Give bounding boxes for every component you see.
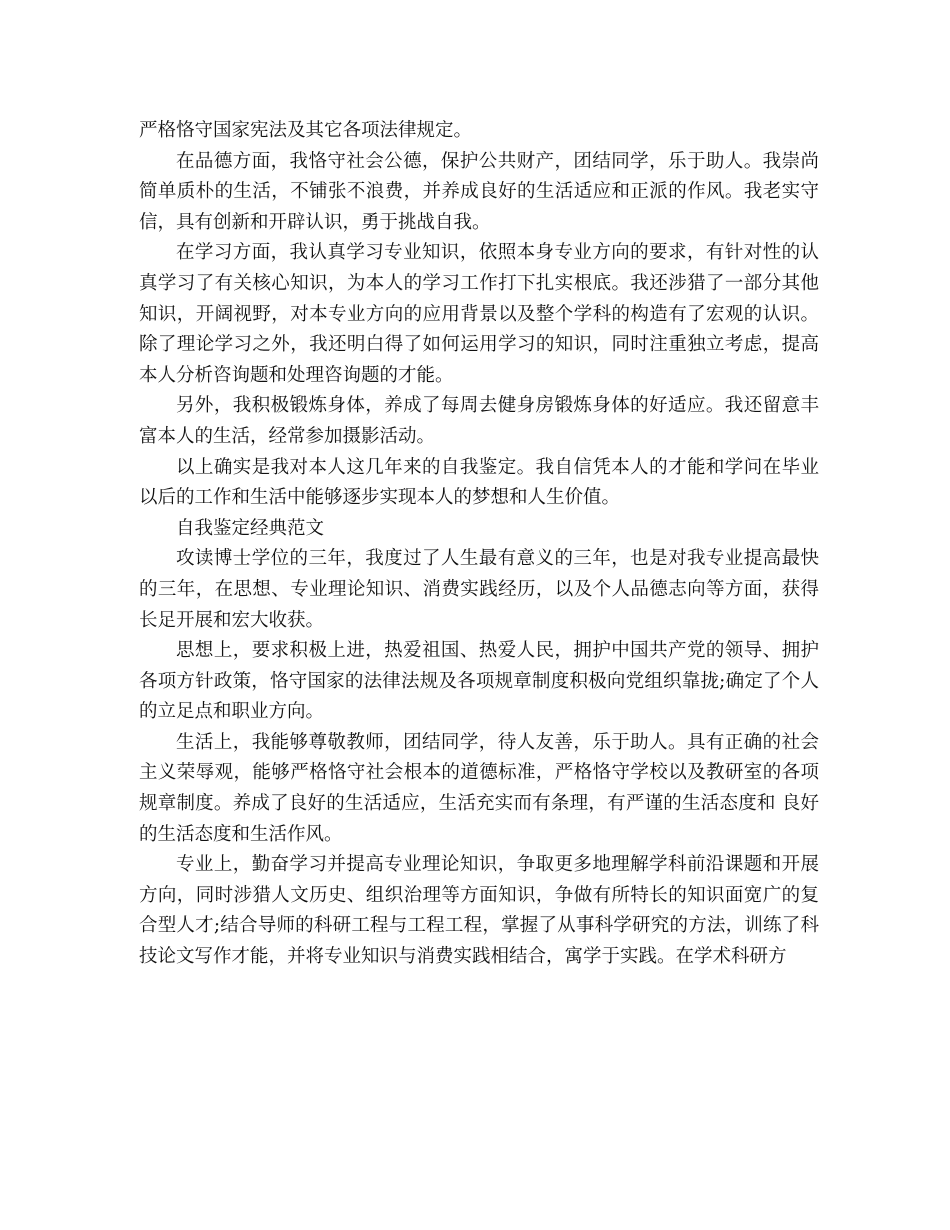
- section-heading: 自我鉴定经典范文: [176, 517, 325, 539]
- paragraph-summary: 以上确实是我对本人这几年来的自我鉴定。我自信凭本人的才能和学问在毕业以后的工作和生活中能够逐步实现本人的梦想和人生价值。: [139, 456, 819, 509]
- paragraph-ideology: 思想上，要求积极上进，热爱祖国、热爱人民，拥护中国共产党的领导、拥护各项方针政策，恪守国家的法律法规及各项规章制度积极向党组织靠拢;确定了个人的立足点和职业方向。: [139, 640, 819, 723]
- paragraph-professional: 专业上，勤奋学习并提高专业理论知识，争取更多地理解学科前沿课题和开展方向，同时涉猎人文历史、组织治理等方面知识，争做有所特长的知识面宽广的复合型人才;结合导师的科研工程与工程工程，掌握了从事科学研究的方法，训练了科技论文写作才能，并将专业知识与消费实践相结合，寓学于实践。在学术科研方: [139, 854, 819, 968]
- paragraph-study: 在学习方面，我认真学习专业知识，依照本身专业方向的要求，有针对性的认真学习了有关核心知识，为本人的学习工作打下扎实根底。我还涉猎了一部分其他知识，开阔视野，对本专业方向的应用背景以及整个学科的构造有了宏观的认识。除了理论学习之外，我还明白得了如何运用学习的知识，同时注重独立考虑，提高本人分析咨询题和处理咨询题的才能。: [139, 242, 819, 386]
- paragraph-life: 生活上，我能够尊敬教师，团结同学，待人友善，乐于助人。具有正确的社会主义荣辱观，能够严格恪守社会根本的道德标准，严格恪守学校以及教研室的各项规章制度。养成了良好的生活适应，生活充实而有条理，有严谨的生活态度和 良好的生活态度和生活作风。: [139, 731, 819, 845]
- document-body: [139, 116, 819, 973]
- paragraph-doctoral-intro: 攻读博士学位的三年，我度过了人生最有意义的三年，也是对我专业提高最快的三年，在思想、专业理论知识、消费实践经历，以及个人品德志向等方面，获得长足开展和宏大收获。: [139, 548, 819, 631]
- paragraph-continuation: 严格恪守国家宪法及其它各项法律规定。: [139, 120, 473, 141]
- paragraph-character: 在品德方面，我恪守社会公德，保护公共财产，团结同学，乐于助人。我崇尚简单质朴的生活，不铺张不浪费，并养成良好的生活适应和正派的作风。我老实守信，具有创新和开辟认识，勇于挑战自我。: [139, 150, 819, 233]
- paragraph-exercise: 另外，我积极锻炼身体，养成了每周去健身房锻炼身体的好适应。我还留意丰富本人的生活，经常参加摄影活动。: [139, 395, 819, 447]
